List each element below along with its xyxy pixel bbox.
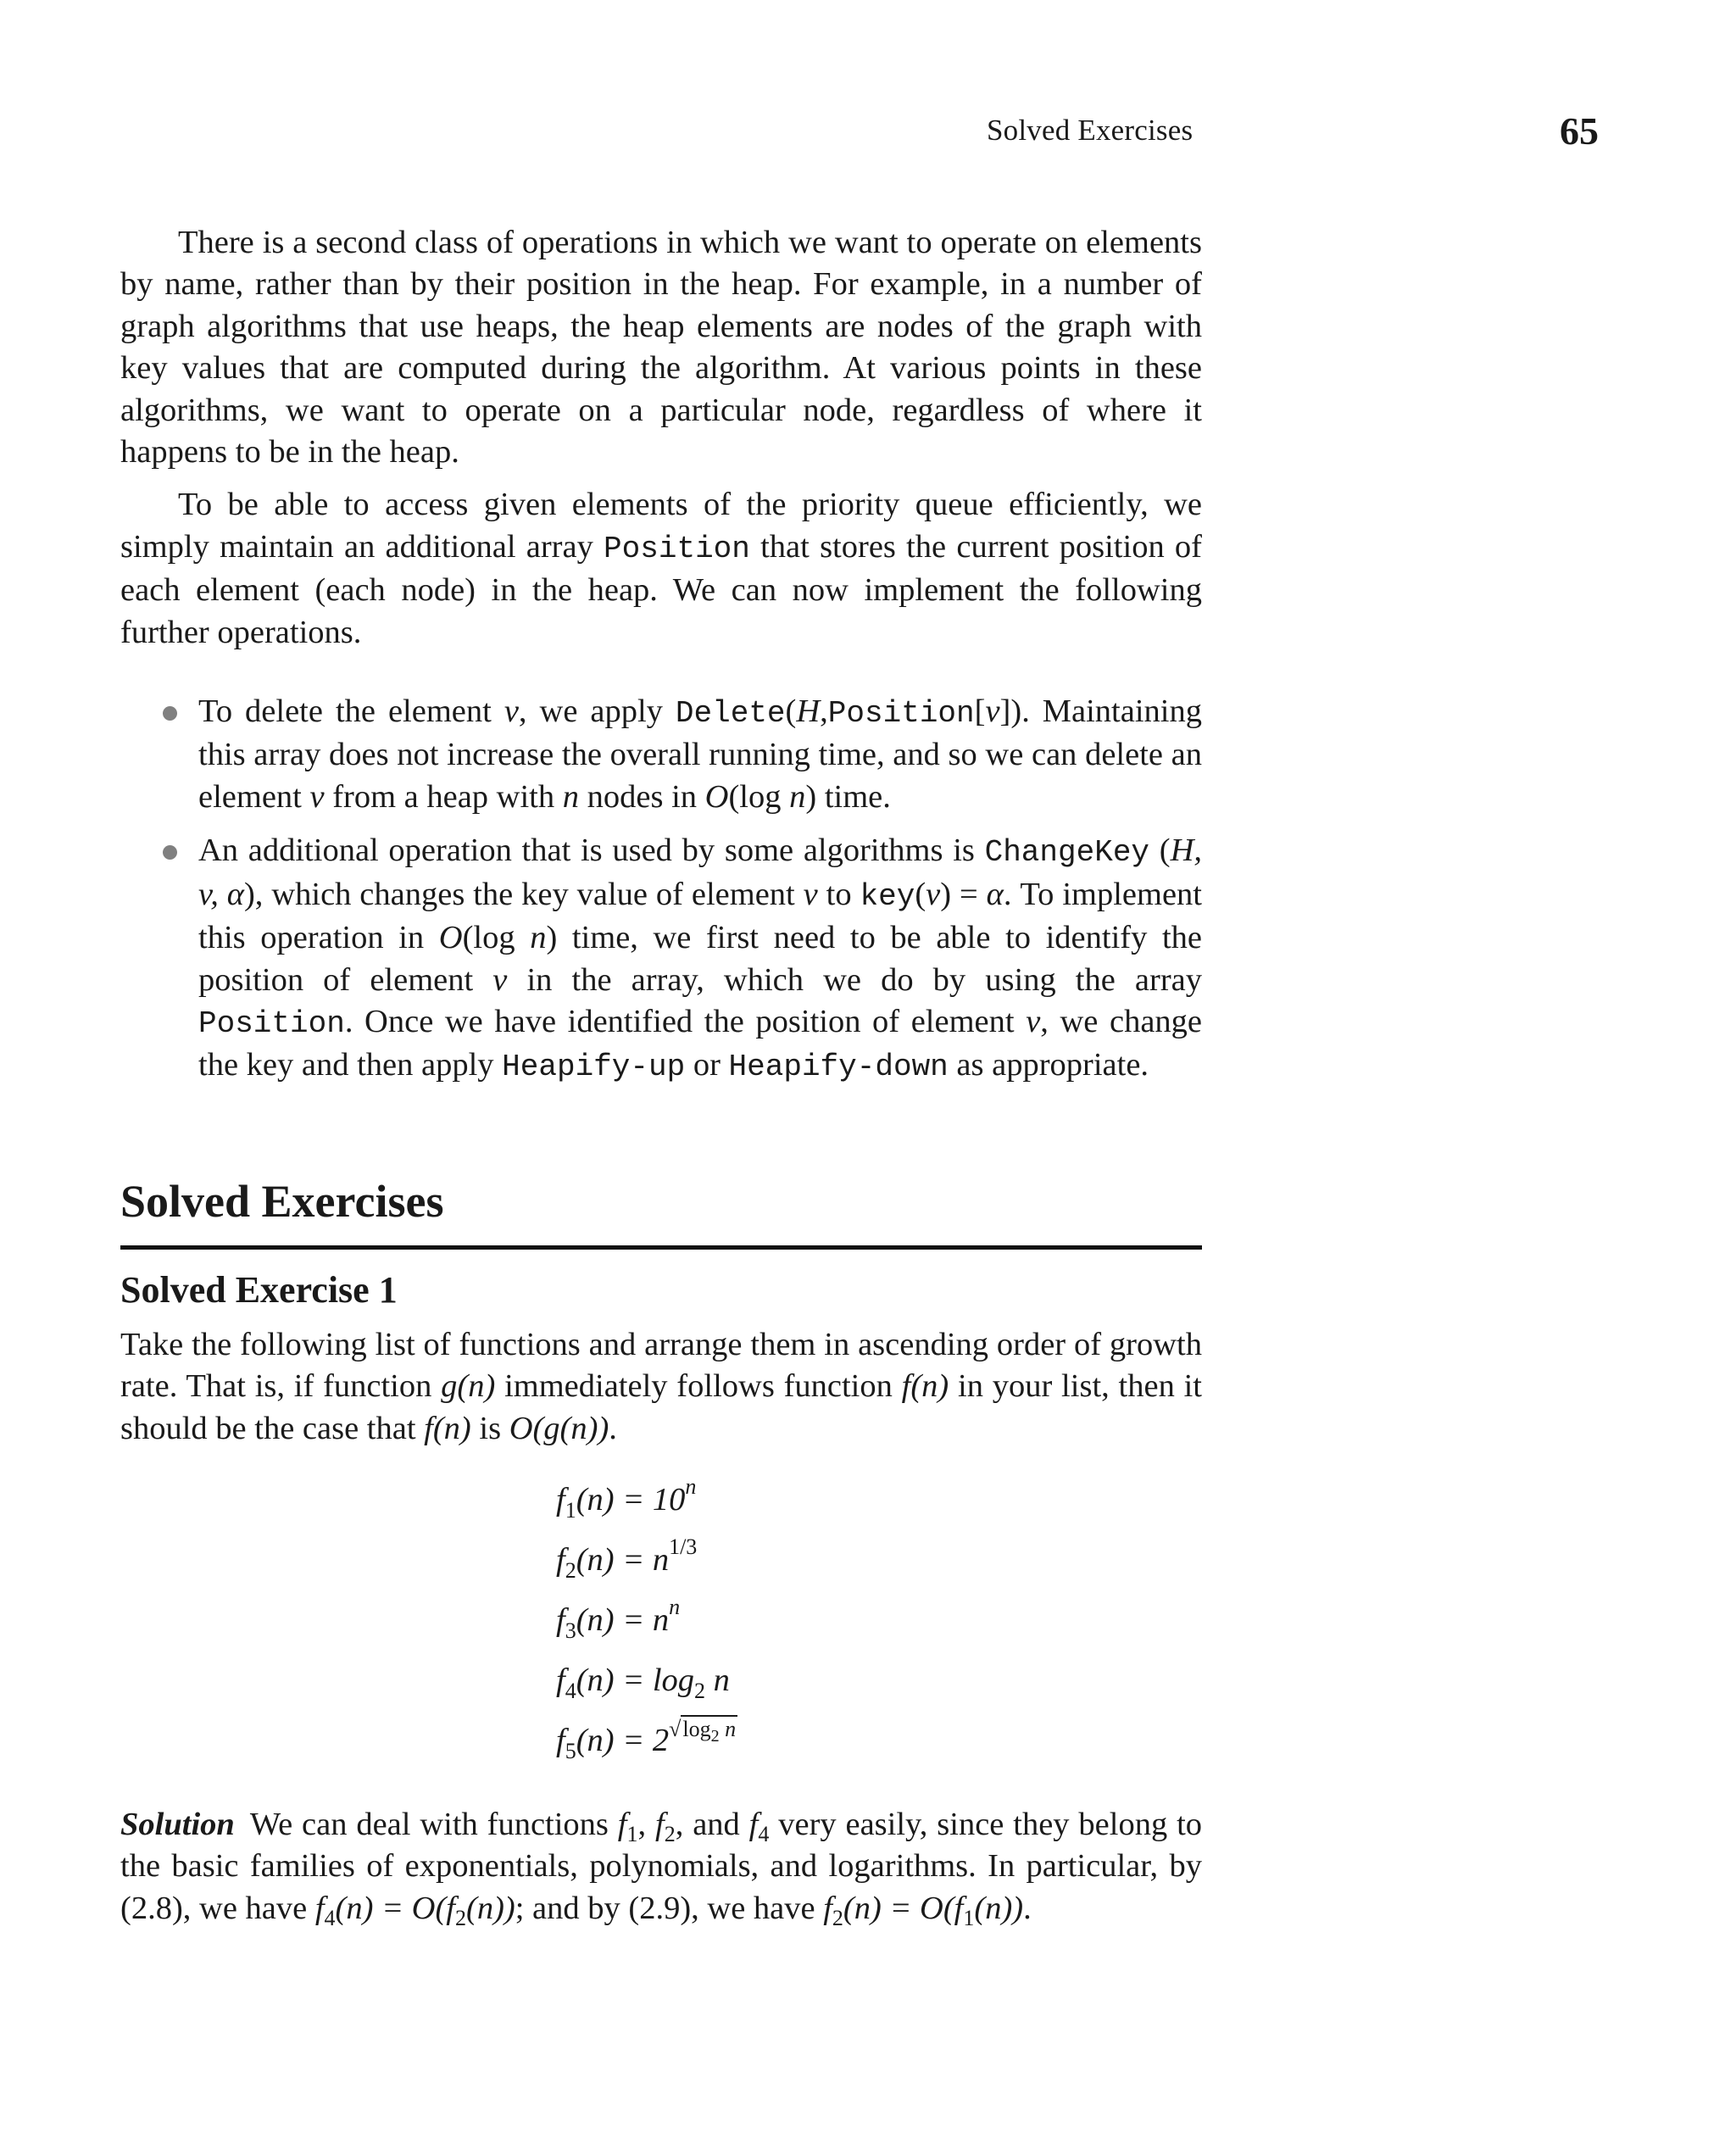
radical-exponent (669, 1715, 737, 1746)
math-var: n (789, 778, 806, 815)
math-var: v (504, 693, 519, 730)
text: We can deal with functions (249, 1806, 618, 1842)
exercise-statement (120, 1324, 1202, 1450)
subscript: 4 (758, 1821, 770, 1846)
text: ) time, we first need to be able to identify the position of element (198, 920, 1202, 998)
text: nodes in (579, 778, 705, 815)
paragraph-1: There is a second class of operations in which we want to operate on elements by name, rather than by their position in the heap. For example, in a number of graph algorithms that use heaps, the heap elements are nodes of the graph with key values that are computed during the algorithm. At various points in these algorithms, we want to operate on a particular node, regardless of where it happens to be in the heap. (120, 225, 1202, 471)
text: immediately follows function (495, 1368, 902, 1405)
page-body (120, 222, 1202, 1930)
text: , and (675, 1806, 749, 1842)
superscript: n (685, 1473, 697, 1499)
text: in the array, which we do by using the array (507, 961, 1202, 998)
math-expr: O(g(n)) (509, 1410, 609, 1446)
radicand (681, 1715, 737, 1746)
list-item-changekey (198, 830, 1202, 1088)
math-var: v (803, 876, 818, 912)
math-f: f (556, 1601, 565, 1638)
text: in your list, then it should be the case that (120, 1368, 1202, 1446)
running-head: Solved Exercises (987, 114, 1194, 147)
math-expr: f(n) (424, 1410, 471, 1446)
text: , (820, 693, 828, 730)
math-var: v (926, 876, 941, 912)
text: . Once we have identified the position of element (344, 1003, 1027, 1039)
subscript: 3 (565, 1618, 576, 1643)
text: Take the following list of functions and arrange them in ascending order of growth rate. That is, if function (120, 1326, 1202, 1405)
solution-paragraph (120, 1804, 1202, 1930)
text: ), which changes the key value of element (243, 876, 804, 912)
math-expr: (n) = O(f (335, 1890, 455, 1926)
code-position: Position (604, 531, 750, 566)
math-var: v (309, 778, 325, 815)
subscript: 4 (565, 1678, 576, 1703)
math-var: n (562, 778, 580, 815)
math-expr: (n) = n (576, 1601, 670, 1638)
code-heapify-down: Heapify-down (728, 1050, 949, 1085)
equation-f3 (556, 1594, 1202, 1643)
equation-f4 (556, 1659, 1202, 1701)
math-f: f (655, 1806, 665, 1842)
code-key: key (860, 878, 915, 914)
math-var: H (796, 693, 821, 730)
math-var: n (530, 920, 547, 956)
code-position: Position (827, 696, 975, 732)
math-var: v (1026, 1003, 1041, 1039)
function-list (556, 1473, 1202, 1763)
math-f: f (556, 1481, 565, 1518)
subscript: 2 (455, 1905, 466, 1930)
math-f: f (556, 1541, 565, 1578)
text: ( (915, 876, 926, 912)
math-f: f (556, 1662, 565, 1698)
math-var: v (492, 961, 508, 998)
math-var: α (986, 876, 1004, 912)
text: ) = (940, 876, 987, 912)
subscript: 2 (664, 1821, 676, 1846)
text: . (609, 1410, 617, 1446)
subscript: 2 (832, 1905, 843, 1930)
text: as appropriate. (948, 1047, 1149, 1083)
math-var: n (705, 1662, 730, 1698)
text: or (685, 1047, 729, 1083)
equation-f5 (556, 1716, 1202, 1763)
math-f: f (314, 1890, 325, 1926)
radical-sign: √ (669, 1716, 682, 1741)
code-heapify-up: Heapify-up (502, 1050, 686, 1085)
math-expr: (n) = n (576, 1541, 670, 1578)
subscript: 1 (963, 1905, 975, 1930)
code-position: Position (198, 1005, 345, 1041)
math-var: O (438, 920, 463, 956)
math-f: f (823, 1890, 832, 1926)
text: very easily, since they belong to the basic families of exponentials, polynomials, and logarithms. In particular, by (2.8), we have (120, 1806, 1203, 1926)
section-title: Solved Exercises (120, 1175, 444, 1227)
text: that stores the current position of each element (each node) in the heap. We can now implement the following further operations. (120, 528, 1202, 650)
math-expr: f(n) (901, 1368, 949, 1405)
solution-label: Solution (120, 1806, 235, 1842)
paragraph-2 (120, 484, 1202, 654)
text: To delete the element (198, 693, 504, 730)
text: log (682, 1716, 711, 1741)
math-f: f (617, 1806, 627, 1842)
list-item-delete (198, 691, 1202, 818)
text: , we apply (518, 693, 676, 730)
exercise-title: Solved Exercise 1 (120, 1268, 398, 1311)
math-expr: (n) = 2 (576, 1722, 670, 1758)
math-f: f (556, 1722, 565, 1758)
math-expr: (n)) (974, 1890, 1024, 1926)
math-var: n (719, 1716, 737, 1741)
text: . (1023, 1890, 1032, 1926)
subscript: 1 (626, 1821, 638, 1846)
math-expr: (n) = 10 (576, 1481, 686, 1518)
text: , we change the key and then apply (198, 1003, 1203, 1083)
text: (log (462, 920, 531, 956)
text: ( (785, 693, 797, 730)
math-var: v (985, 693, 1000, 730)
equation-f1 (556, 1473, 1202, 1523)
text: to (817, 876, 860, 912)
log-base: 2 (694, 1678, 706, 1703)
subscript: 1 (565, 1497, 576, 1523)
log-base: 2 (710, 1726, 720, 1746)
text: An additional operation that is used by some algorithms is (198, 833, 985, 869)
code-delete: Delete (675, 696, 786, 732)
text: , (637, 1806, 655, 1842)
math-f: f (748, 1806, 759, 1842)
math-expr: (n) = log (576, 1662, 695, 1698)
section-rule (120, 1245, 1202, 1250)
text: ]). Maintaining this array does not increase the overall running time, and so we can delete an element (198, 693, 1202, 815)
math-expr: g(n) (441, 1368, 496, 1405)
text: from a heap with (324, 778, 563, 815)
superscript: n (669, 1594, 681, 1619)
equation-f2 (556, 1534, 1202, 1583)
subscript: 2 (565, 1557, 576, 1583)
text: ) time. (805, 778, 891, 815)
text: is (470, 1410, 509, 1446)
math-var: H, v, α (198, 833, 1202, 912)
page-number: 65 (1560, 109, 1599, 153)
text: . To implement this operation in (198, 876, 1202, 956)
text: To be able to access given elements of the priority queue efficiently, we simply maintain an additional array (120, 487, 1202, 565)
math-expr: (n) = O(f (843, 1890, 964, 1926)
math-expr: (n)) (466, 1890, 515, 1926)
operations-list (120, 691, 1202, 1089)
text: ; and by (2.9), we have (515, 1890, 824, 1926)
text: (log (728, 778, 790, 815)
subscript: 5 (565, 1738, 576, 1763)
superscript: 1/3 (669, 1534, 698, 1559)
text: ( (1149, 833, 1171, 869)
math-var: O (704, 778, 729, 815)
subscript: 4 (324, 1905, 336, 1930)
code-changekey: ChangeKey (984, 835, 1150, 871)
text: [ (974, 693, 986, 730)
